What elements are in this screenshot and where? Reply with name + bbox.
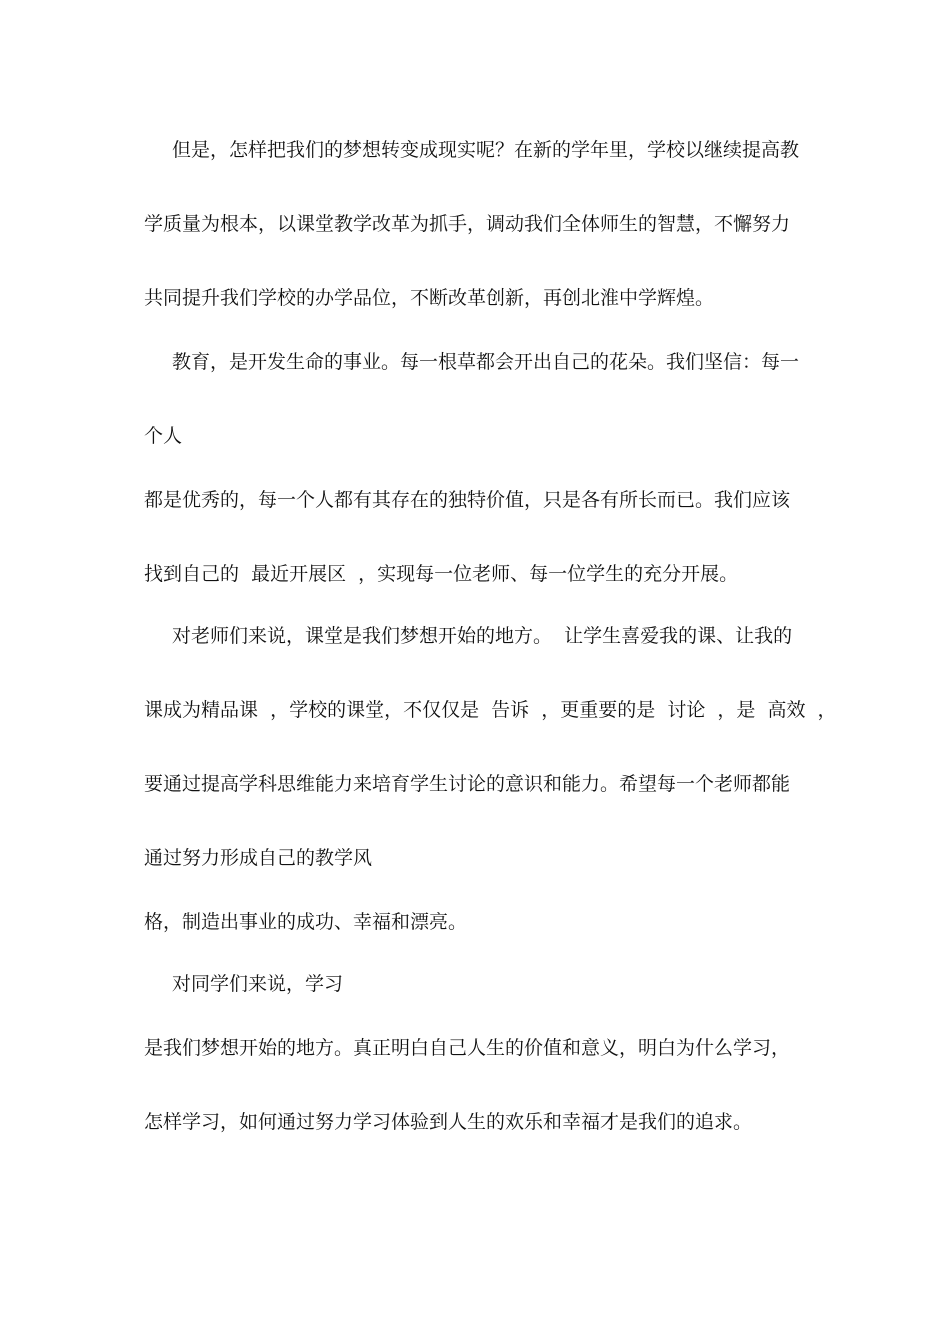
text-line-2: 学质量为根本，以课堂教学改革为抓手，调动我们全体师生的智慧，不懈努力 [144,213,791,235]
text-line-7: 找到自己的 最近开展区 ，实现每一位老师、每一位学生的充分开展。 [144,563,739,585]
text-line-5: 个人 [144,425,183,447]
text-line-9: 课成为精品课 ，学校的课堂，不仅仅是 告诉 ，更重要的是 讨论 ，是 高效 ， [144,699,837,721]
text-line-6: 都是优秀的，每一个人都有其存在的独特价值，只是各有所长而已。我们应该 [144,489,791,511]
text-line-1: 但是，怎样把我们的梦想转变成现实呢？在新的学年里，学校以继续提高教 [172,139,800,161]
text-line-3: 共同提升我们学校的办学品位，不断改革创新，再创北淮中学辉煌。 [144,287,715,309]
text-line-11: 通过努力形成自己的教学风 [144,847,373,869]
text-line-13: 对同学们来说，学习 [172,973,344,995]
text-line-15: 怎样学习，如何通过努力学习体验到人生的欢乐和幸福才是我们的追求。 [144,1111,753,1133]
text-line-10: 要通过提高学科思维能力来培育学生讨论的意识和能力。希望每一个老师都能 [144,773,791,795]
text-line-4: 教育，是开发生命的事业。每一根草都会开出自己的花朵。我们坚信：每一 [172,351,800,373]
text-line-14: 是我们梦想开始的地方。真正明白自己人生的价值和意义，明白为什么学习， [144,1037,791,1059]
text-line-12: 格，制造出事业的成功、幸福和漂亮。 [144,911,468,933]
text-line-8: 对老师们来说，课堂是我们梦想开始的地方。 让学生喜爱我的课、让我的 [172,625,793,647]
